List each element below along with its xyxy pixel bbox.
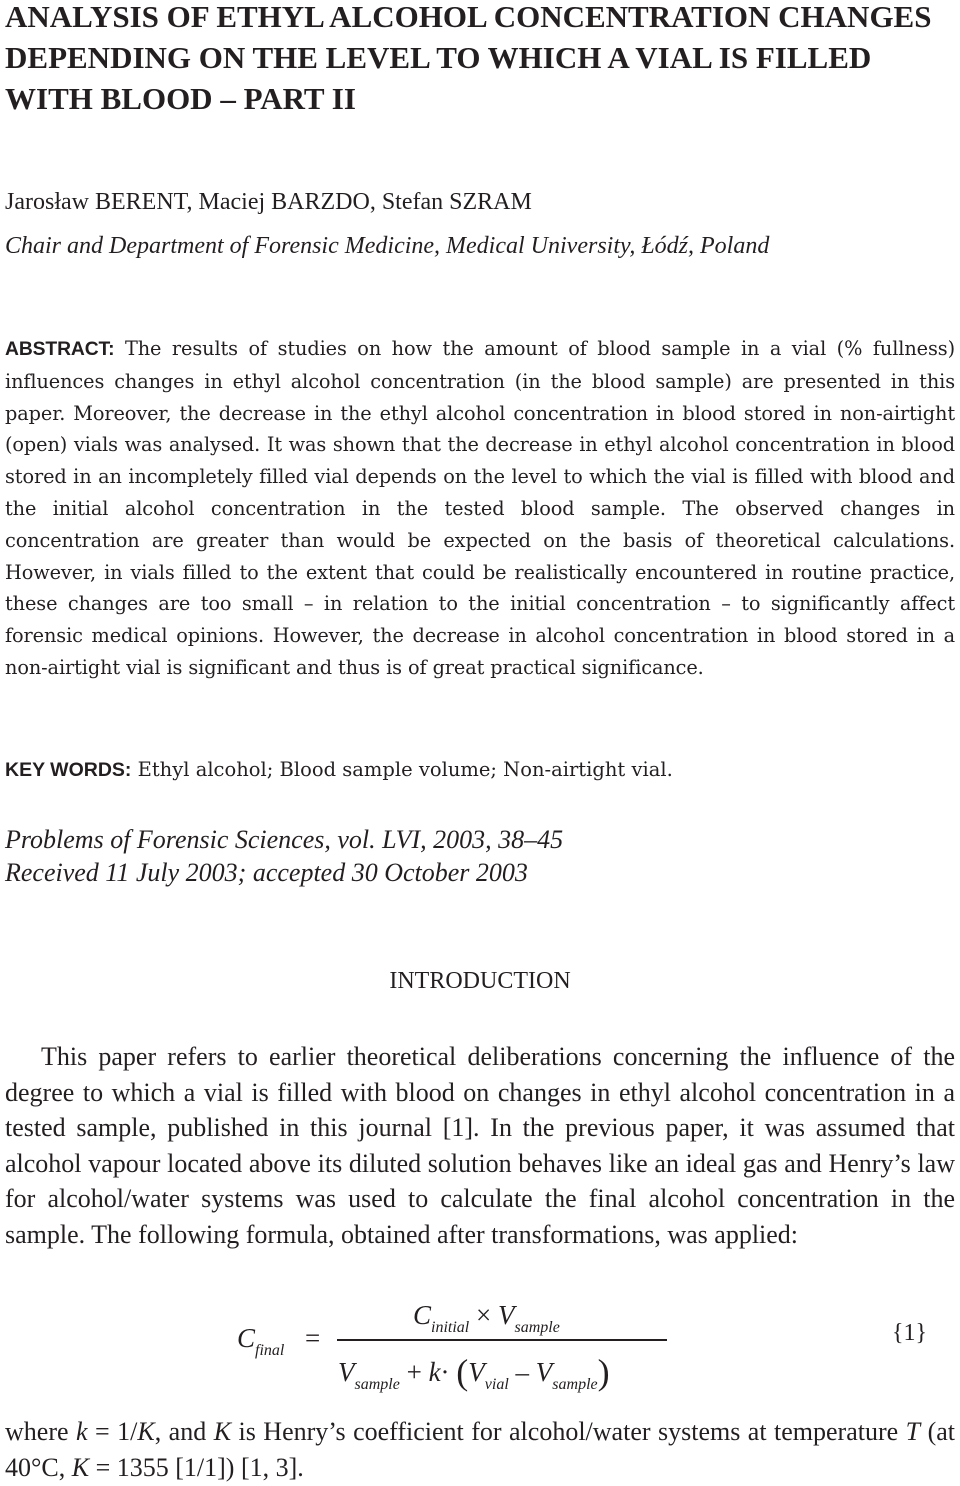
explanation-text-3: , and <box>154 1417 214 1446</box>
formula-dot: · <box>440 1357 450 1387</box>
formula-times: × <box>476 1300 492 1330</box>
symbol-K: K <box>137 1417 155 1446</box>
formula-explanation <box>5 1414 955 1486</box>
formula-k: k <box>428 1357 441 1387</box>
formula-num-c: C <box>413 1300 432 1330</box>
received-dates: Received 11 July 2003; accepted 30 October 2003 <box>5 858 528 887</box>
symbol-K: K <box>213 1417 232 1446</box>
formula-numerator <box>413 1300 560 1336</box>
fraction-bar <box>337 1339 667 1341</box>
formula-num-v: V <box>497 1300 515 1330</box>
formula-num-v-sub: sample <box>514 1319 560 1336</box>
formula-equals: = <box>305 1323 321 1353</box>
article-title: ANALYSIS OF ETHYL ALCOHOL CONCENTRATION CHANGES DEPENDING ON THE LEVEL TO WHICH A VIAL IS FILLED WITH BLOOD – PART II <box>5 0 932 116</box>
section-heading-introduction: INTRODUCTION <box>389 968 571 994</box>
formula-denominator <box>338 1348 610 1393</box>
abstract <box>5 333 955 684</box>
introduction-paragraph: This paper refers to earlier theoretical deliberations concerning the influence of the degree to which a vial is filled with blood on changes in ethyl alcohol concentration in a tested sample, published in this journal [1]. In the previous paper, it was assumed that alcohol vapour located above its diluted solution behaves like an ideal gas and Henry’s law for alcohol/water systems was used to calculate the final alcohol concentration in the sample. The following formula, obtained after transformations, was applied: <box>5 1042 955 1249</box>
explanation-text-1: where <box>5 1417 76 1446</box>
formula-lhs-symbol: C <box>237 1323 256 1353</box>
formula-lhs-subscript: final <box>255 1342 285 1359</box>
symbol-T: T <box>905 1417 921 1446</box>
explanation-text-4: is Henry’s coefficient for alcohol/water systems at temperature <box>231 1417 906 1446</box>
explanation-text-6: = 1355 [1/1]) [1, 3]. <box>89 1453 304 1482</box>
keywords-label: KEY WORDS: <box>5 759 132 781</box>
formula-den-v2: V <box>468 1357 485 1387</box>
symbol-k: k <box>75 1417 88 1446</box>
keywords-text: Ethyl alcohol; Blood sample volume; Non-airtight vial. <box>137 758 673 781</box>
equation-1 <box>5 1296 955 1396</box>
publication-info <box>5 823 955 889</box>
formula-num-c-sub: initial <box>431 1319 470 1336</box>
explanation-text-5: (at 40°C, <box>5 1417 955 1482</box>
formula-den-v1-sub: sample <box>354 1376 400 1393</box>
author-affiliation: Chair and Department of Forensic Medicine, Medical University, Łódź, Poland <box>5 233 770 259</box>
formula-den-v3-sub: sample <box>552 1376 598 1393</box>
formula-lhs <box>237 1323 285 1359</box>
formula-den-v2-sub: vial <box>484 1376 509 1393</box>
formula-minus: – <box>515 1357 530 1387</box>
formula-plus: + <box>406 1357 422 1387</box>
journal-citation: Problems of Forensic Sciences, vol. LVI, 2003, 38–45 <box>5 825 564 854</box>
abstract-label: ABSTRACT: <box>5 339 115 360</box>
formula-lparen: ( <box>456 1352 469 1392</box>
author-list: Jarosław BERENT, Maciej BARZDO, Stefan SZRAM <box>5 189 532 215</box>
formula-den-v1: V <box>338 1357 355 1387</box>
keywords <box>5 756 955 784</box>
formula-den-v3: V <box>535 1357 553 1387</box>
explanation-text-2: = 1/ <box>87 1417 138 1446</box>
abstract-text: The results of studies on how the amount of blood sample in a vial (% fullness) influences changes in ethyl alcohol concentration (in the blood sample) are presented in this paper. Moreover, the decrease in the ethyl alcohol concentration in blood stored in non-airtight (open) vials was analysed. It was shown that the decrease in ethyl alcohol concentration in blood stored in an incompletely filled vial depends on the level to which the vial is filled with blood and the initial alcohol concentration in the tested blood sample. The observed changes in concentration are greater than would be expected on the basis of theoretical calculations. However, in vials filled to the extent that could be realistically encountered in routine practice, these changes are too small – in relation to the initial concentration – to significantly affect forensic medical opinions. However, the decrease in alcohol concentration in blood stored in a non-airtight vial is significant and thus is of great practical significance. <box>5 337 955 679</box>
formula-rparen: ) <box>597 1352 610 1392</box>
symbol-K: K <box>71 1453 90 1482</box>
equation-number: {1} <box>891 1320 927 1346</box>
